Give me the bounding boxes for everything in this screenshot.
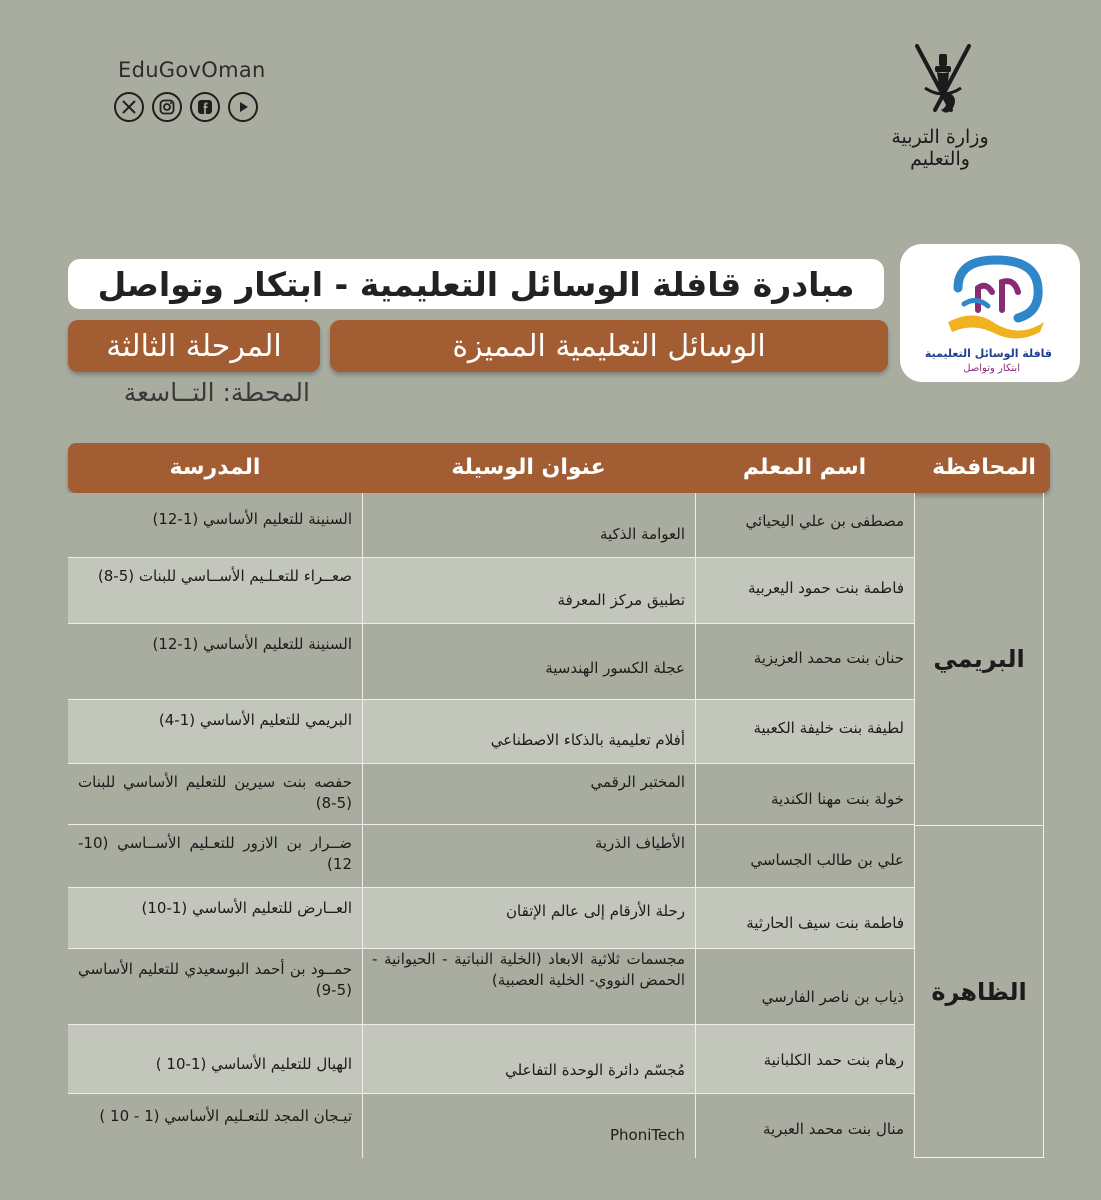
governorate-cell: الظاهرة — [931, 978, 1027, 1006]
instagram-icon[interactable] — [152, 92, 182, 122]
tool-cell: PhoniTech — [610, 1126, 685, 1144]
header-governorate: المحافظة — [932, 455, 1036, 480]
teacher-cell: رهام بنت حمد الكلبانية — [763, 1051, 904, 1069]
school-cell: تيـجان المجد للتعـليم الأساسي (1 - 10 ) — [99, 1107, 352, 1125]
table-row — [68, 558, 914, 624]
tool-cell: رحلة الأرقام إلى عالم الإتقان — [506, 902, 685, 920]
school-cell: السنينة للتعليم الأساسي (1-12) — [152, 510, 352, 528]
table-row — [68, 825, 914, 888]
x-icon[interactable] — [114, 92, 144, 122]
table-row — [68, 1094, 914, 1158]
tool-cell: أفلام تعليمية بالذكاء الاصطناعي — [490, 731, 685, 749]
header-teacher: اسم المعلم — [742, 455, 867, 480]
tool-cell: المختبر الرقمي — [590, 773, 685, 791]
tool-cell: العوامة الذكية — [599, 525, 685, 543]
teacher-cell: مصطفى بن علي اليحيائي — [745, 512, 904, 530]
youtube-icon[interactable] — [228, 92, 258, 122]
table-row — [68, 949, 914, 1025]
school-cell: حفصه بنت سيرين للتعليم الأساسي للبنات (5-8) — [78, 773, 352, 812]
teacher-cell: منال بنت محمد العبرية — [762, 1120, 904, 1138]
tool-cell: مُجسّم دائرة الوحدة التفاعلي — [505, 1061, 685, 1079]
column-divider — [362, 493, 363, 1158]
header-school: المدرسة — [169, 455, 261, 480]
table-row — [68, 624, 914, 700]
school-cell: البريمي للتعليم الأساسي (1-4) — [158, 711, 352, 729]
school-cell: الهيال للتعليم الأساسي (1-10 ) — [155, 1055, 352, 1073]
school-cell: العــارض للتعليم الأساسي (1-10) — [141, 899, 352, 917]
tool-cell: عجلة الكسور الهندسية — [545, 659, 685, 677]
table-row — [68, 1025, 914, 1094]
facebook-icon[interactable] — [190, 92, 220, 122]
teacher-cell: فاطمة بنت سيف الحارثية — [746, 914, 904, 932]
school-cell: صعــراء للتعـلـيم الأســاسي للبنات (5-8) — [97, 567, 352, 585]
social-handle[interactable]: EduGovOman — [118, 58, 266, 82]
teacher-cell: حنان بنت محمد العزيزية — [753, 649, 904, 667]
table-row — [68, 493, 914, 558]
table-row — [68, 764, 914, 825]
school-cell: ضــرار بن الازور للتعـليم الأســاسي (10-12) — [78, 834, 352, 873]
table-row — [68, 888, 914, 949]
khanjar-emblem-icon — [911, 40, 975, 122]
social-icons — [114, 92, 258, 122]
column-divider — [695, 493, 696, 1158]
school-cell: حمــود بن أحمد البوسعيدي للتعليم الأساسي (5-9) — [78, 960, 352, 999]
station-label: المحطة: التــاسعة — [123, 378, 310, 407]
header-tool: عنوان الوسيلة — [451, 455, 606, 480]
caravan-logo — [900, 244, 1080, 382]
tool-cell: الأطياف الذرية — [594, 834, 685, 852]
teacher-cell: خولة بنت مهنا الكندية — [770, 790, 904, 808]
caravan-logo-icon — [944, 252, 1048, 344]
teacher-cell: فاطمة بنت حمود اليعربية — [747, 579, 904, 597]
tool-cell: تطبيق مركز المعرفة — [557, 591, 685, 609]
ministry-logo — [865, 40, 1015, 170]
teacher-cell: لطيفة بنت خليفة الكعبية — [753, 719, 904, 737]
caravan-tagline: ابتكار وتواصل — [963, 363, 1020, 374]
teacher-cell: علي بن طالب الجساسي — [750, 851, 904, 869]
subtitle-badge: الوسائل التعليمية المميزة — [330, 320, 888, 372]
stage-badge: المرحلة الثالثة — [68, 320, 320, 372]
page-title: مبادرة قافلة الوسائل التعليمية - ابتكار وتواصل — [68, 259, 884, 309]
governorate-cell: البريمي — [933, 645, 1025, 673]
table-row — [68, 700, 914, 764]
table-header — [68, 443, 1050, 493]
school-cell: السنينة للتعليم الأساسي (1-12) — [152, 635, 352, 653]
teacher-cell: ذياب بن ناصر الفارسي — [761, 988, 904, 1006]
ministry-name: وزارة التربية والتعليم — [891, 126, 989, 170]
caravan-name: قافلة الوسائل التعليمية — [924, 347, 1052, 360]
tool-cell: مجسمات ثلاثية الابعاد (الخلية النباتية - الحيوانية - الحمض النووي- الخلية العصبية) — [372, 950, 685, 989]
